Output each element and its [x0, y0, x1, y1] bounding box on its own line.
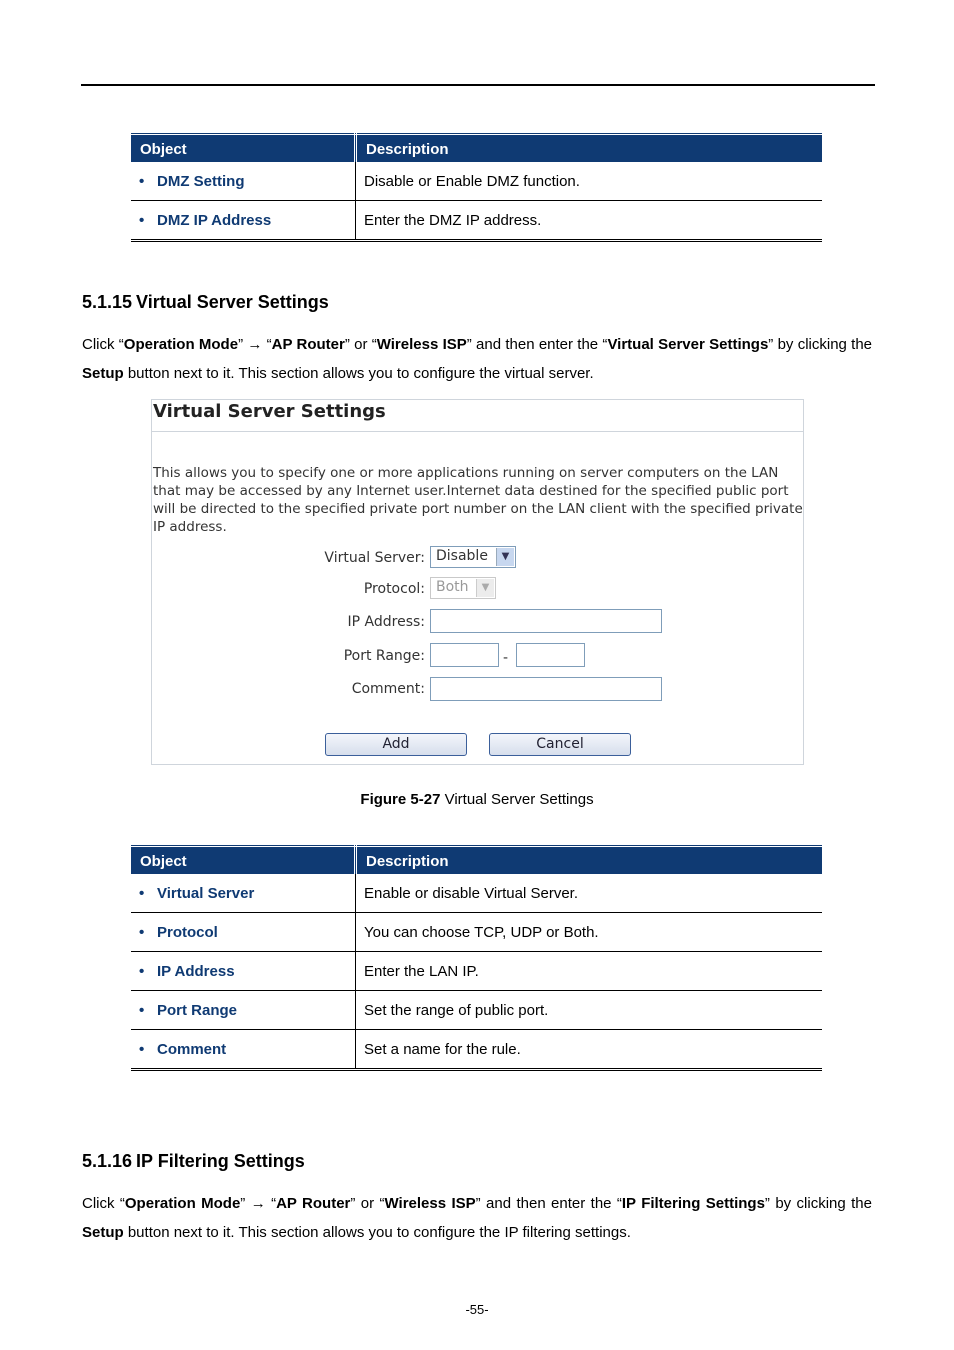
section-paragraph: Click “Operation Mode” → “AP Router” or “Wireless ISP” and then enter the “IP Filtering Settings” by clicking the Setup button next to it. This section allows you to configure the IP filtering settings.: [82, 1195, 872, 1241]
figure-divider: [152, 431, 803, 432]
object-description: Set a name for the rule.: [364, 1040, 521, 1058]
dmz-object-table: [131, 133, 822, 242]
add-button[interactable]: Add: [325, 733, 467, 756]
section-heading-ip-filtering: 5.1.16 IP Filtering Settings: [82, 1151, 305, 1171]
col-header-object: Object: [131, 135, 356, 163]
table-row: [131, 952, 822, 991]
bullet-icon: •: [139, 923, 145, 941]
protocol-label: Protocol:: [363, 581, 425, 597]
object-name: Comment: [157, 1040, 227, 1058]
port-range-end-input[interactable]: [516, 643, 585, 667]
table-row: [131, 201, 822, 241]
object-name: IP Address: [157, 962, 235, 980]
table-row: [131, 162, 822, 201]
section-paragraph: Click “Operation Mode” → “AP Router” or “Wireless ISP” and then enter the “Virtual Server Settings” by clicking the Setup button next to it. This section allows you to configure the virtual server.: [82, 336, 873, 382]
port-range-separator: -: [503, 650, 509, 666]
protocol-value: Both: [436, 579, 469, 595]
object-description: Enter the LAN IP.: [356, 952, 823, 991]
bullet-icon: •: [139, 172, 145, 190]
table-row: [131, 874, 822, 913]
comment-label: Comment:: [351, 681, 425, 697]
col-header-object: Object: [131, 847, 356, 875]
object-name: Protocol: [157, 923, 218, 941]
page-number: -55-: [465, 1302, 489, 1317]
object-name: DMZ Setting: [157, 172, 245, 190]
virtual-server-value: Disable: [436, 548, 488, 564]
col-header-description: Description: [356, 135, 823, 163]
bullet-icon: •: [139, 962, 145, 980]
figure-description: This allows you to specify one or more applications running on server computers on the LAN that may be accessed by any Internet user.Internet data destined for the specified public port will be directed to the specified private port number on the LAN client with the specified private IP address.: [153, 465, 803, 535]
header-rule: [81, 84, 875, 86]
virtual-server-object-table: [131, 845, 822, 1071]
bullet-icon: •: [139, 211, 145, 229]
bullet-icon: •: [139, 1040, 145, 1058]
virtual-server-select[interactable]: [430, 546, 516, 568]
virtual-server-label: Virtual Server:: [324, 550, 425, 566]
object-description: You can choose TCP, UDP or Both.: [356, 913, 823, 952]
protocol-select[interactable]: [430, 577, 496, 599]
virtual-server-settings-figure: [151, 399, 804, 765]
chevron-down-icon: ▼: [476, 579, 494, 597]
table-row: [131, 991, 822, 1030]
object-name: Virtual Server: [157, 884, 255, 902]
bullet-icon: •: [139, 1001, 145, 1019]
port-range-label: Port Range:: [343, 648, 425, 664]
ip-address-input[interactable]: [430, 609, 662, 633]
section-heading-virtual-server: 5.1.15 Virtual Server Settings: [82, 292, 329, 312]
object-name: DMZ IP Address: [157, 211, 272, 229]
object-description: Set the range of public port.: [356, 991, 823, 1030]
figure-title: Virtual Server Settings: [153, 401, 386, 422]
comment-input[interactable]: [430, 677, 662, 701]
object-description: Disable or Enable DMZ function.: [356, 162, 823, 201]
chevron-down-icon: ▼: [496, 548, 514, 566]
ip-address-label: IP Address:: [347, 614, 425, 630]
object-description: Enable or disable Virtual Server.: [356, 874, 823, 913]
object-description: Enter the DMZ IP address.: [364, 211, 542, 229]
table-row: [131, 1030, 822, 1070]
bullet-icon: •: [139, 884, 145, 902]
port-range-start-input[interactable]: [430, 643, 499, 667]
col-header-description: Description: [356, 847, 823, 875]
object-name: Port Range: [157, 1001, 238, 1019]
table-row: [131, 913, 822, 952]
cancel-button[interactable]: Cancel: [489, 733, 631, 756]
figure-caption: Figure 5-27 Virtual Server Settings: [360, 791, 594, 808]
